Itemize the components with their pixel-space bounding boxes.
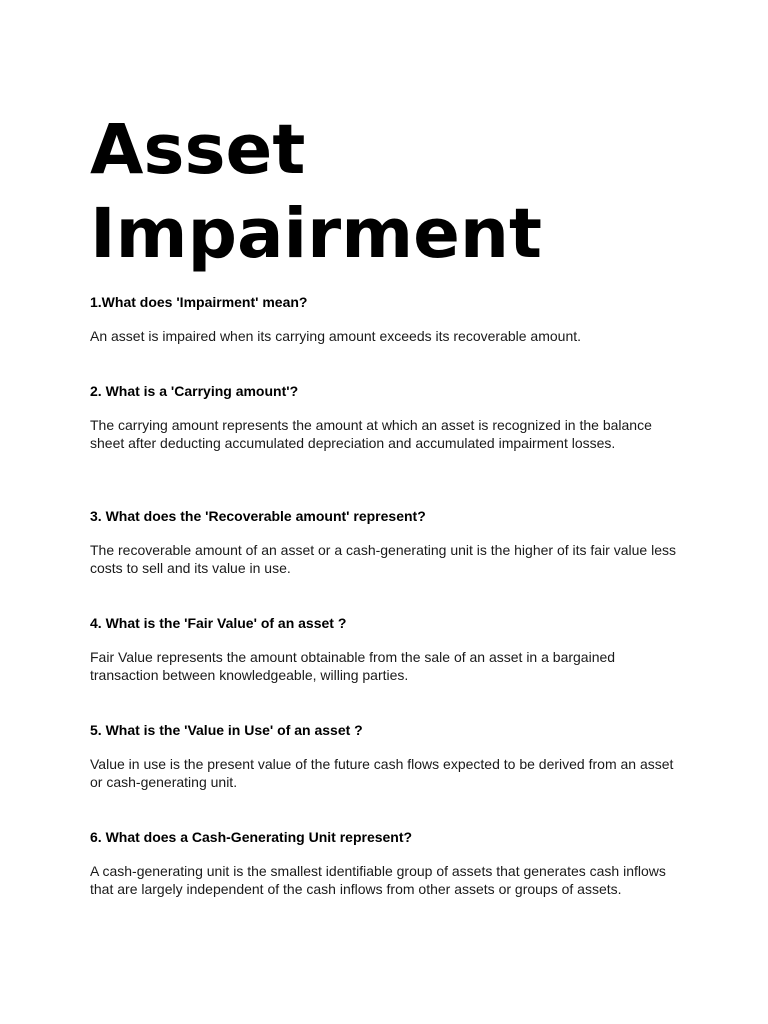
answer-text: An asset is impaired when its carrying amount exceeds its recoverable amount.: [90, 328, 582, 344]
qa-item-5: [90, 721, 680, 791]
answer-text: The carrying amount represents the amount at which an asset is recognized in the balance sheet after deducting accumulated depreciation and accumulated impairment losses.: [90, 417, 652, 451]
qa-item-2: [90, 382, 680, 452]
qa-item-1: [90, 293, 680, 345]
question-heading: 2. What is a 'Carrying amount'?: [90, 383, 299, 399]
question-heading: 6. What does a Cash-Generating Unit represent?: [90, 829, 413, 845]
qa-item-4: [90, 614, 680, 684]
answer-text: The recoverable amount of an asset or a cash-generating unit is the higher of its fair value less costs to sell and its value in use.: [90, 542, 676, 576]
question-heading: 1.What does 'Impairment' mean?: [90, 294, 308, 310]
document-title: [90, 108, 542, 276]
question-heading: 5. What is the 'Value in Use' of an asset ?: [90, 722, 363, 738]
answer-text: A cash-generating unit is the smallest identifiable group of assets that generates cash inflows that are largely independent of the cash inflows from other assets or groups of assets.: [90, 863, 666, 897]
qa-item-6: [90, 828, 680, 898]
title-line-2: Impairment: [90, 194, 543, 274]
qa-item-3: [90, 507, 680, 577]
question-heading: 3. What does the 'Recoverable amount' represent?: [90, 508, 426, 524]
title-line-1: Asset: [90, 110, 306, 190]
question-heading: 4. What is the 'Fair Value' of an asset ?: [90, 615, 347, 631]
answer-text: Fair Value represents the amount obtainable from the sale of an asset in a bargained transaction between knowledgeable, willing parties.: [90, 649, 616, 683]
answer-text: Value in use is the present value of the future cash flows expected to be derived from an asset or cash-generating unit.: [90, 756, 674, 790]
